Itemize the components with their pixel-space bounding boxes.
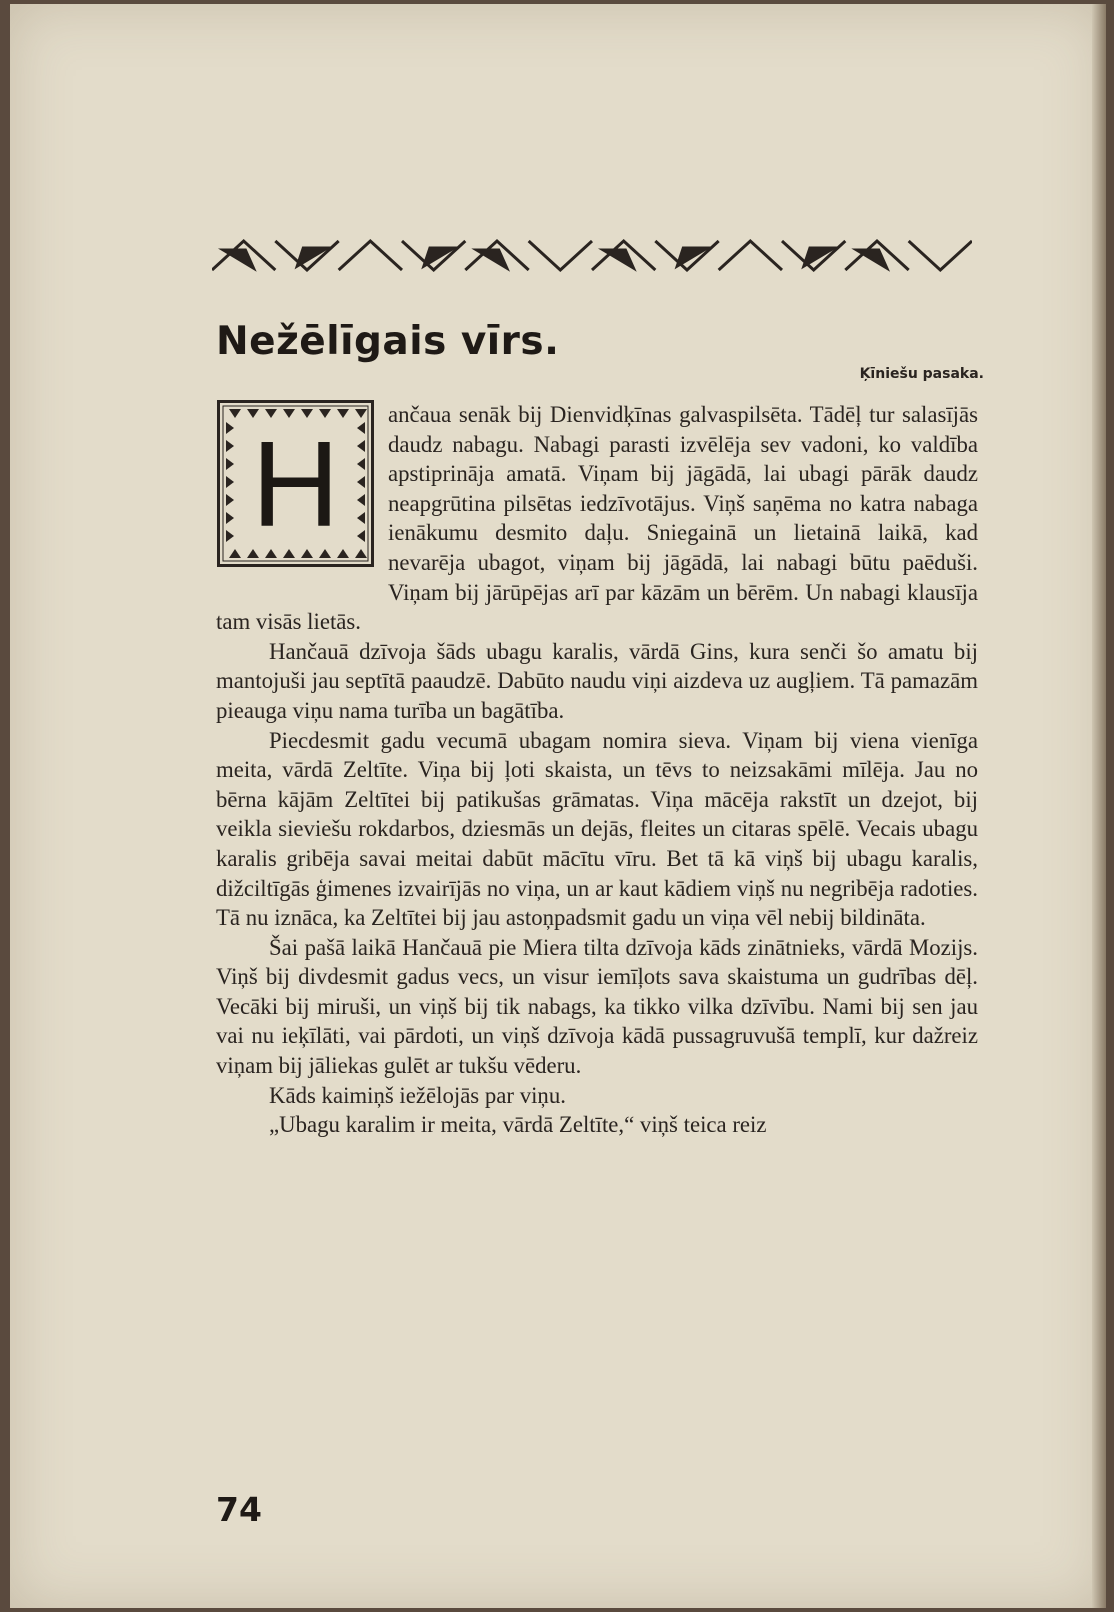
paragraph: ančaua senāk bij Dienvidķīnas galvaspilsēta. Tādēļ tur salasījās daudz nabagu. Nabagi parasti izvēlēja sev vadoni, ko valdība apstiprināja amatā. Viņam bij jāgādā, lai ubagi pārāk daudz neapgrūtina pilsētas iedzīvotājus. Viņš saņēma no katra nabaga ienākumu desmito daļu. Sniegainā un lietainā laikā, kad nevarēja ubagot, viņam bij jāgādā, lai nabagi būtu paēduši. Viņam bij jārūpējas arī par kāzām un bērēm. Un nabagi klausīja tam visās lietās. [216,402,978,635]
story-title: Nežēlīgais vīrs. [216,319,560,364]
decorative-zigzag-ornament [212,238,972,272]
zigzag-wedge [857,250,887,268]
zigzag-segment [529,241,592,270]
paragraph: Piecdesmit gadu vecumā ubagam nomira sieva. Viņam bij viena vienīga meita, vārdā Zeltīte. Viņa bij ļoti skaista, un tēvs to neizsakāmi mīlēja. Jau no bērna kājām Zeltītei bij patikušas grāmatas. Viņa mācēja rakstīt un dzejot, bij veikla sieviešu rokdarbos, dziesmās un dejās, fleites un citaras spēlē. Vecais ubagu karalis gribēja savai meitai dabūt mācītu vīru. Bet tā kā viņš bij ubagu karalis, dižciltīgās ģimenes izvairījās no viņa, un ar kaut kādiem viņš nu negribēja radoties. Tā nu iznāca, ka Zeltītei bij jau astoņpadsmit gadu un viņa vēl nebij bildināta. [216,727,978,931]
story-body [216,400,978,1140]
zigzag-segment [339,241,402,270]
zigzag-segment [719,241,782,270]
paragraph: Kāds kaimiņš iežēlojās par viņu. [269,1082,566,1108]
zigzag-wedge [223,250,253,268]
paragraph: Šai pašā laikā Hančauā pie Miera tilta dzīvoja kāds zinātnieks, vārdā Mozijs. Viņš bij divdesmit gadus vecs, un visur iemīļots sava skaistuma un gudrības dēļ. Vecāki bij miruši, un viņš bij tik nabags, ka tikko vilka dzīvību. Nami bij sen jau vai nu ieķīlāti, vai pārdoti, un viņš dzīvoja kādā pussagruvušā templī, kur dažreiz viņam bij jāliekas gulēt ar tukšu vēderu. [216,934,978,1079]
zigzag-segment [909,241,972,270]
book-page [10,4,1106,1608]
zigzag-wedge [603,250,633,268]
initial-spacer [216,400,388,578]
story-subtitle: Ķīniešu pasaka. [859,366,984,382]
paragraph: „Ubagu karalim ir meita, vārdā Zeltīte,“ viņš teica reiz [269,1112,767,1138]
page-number: 74 [216,1490,262,1529]
initial-letter: H [251,415,340,552]
zigzag-wedge [477,250,507,268]
paragraph: Hančauā dzīvoja šāds ubagu karalis, vārdā Gins, kura senči šo amatu bij mantojuši jau septītā paaudzē. Dabūto naudu viņi aizdeva uz augļiem. Tā pamazām pieauga viņu nama turība un bagātība. [216,638,978,723]
book-spine-edge [1092,4,1106,1608]
